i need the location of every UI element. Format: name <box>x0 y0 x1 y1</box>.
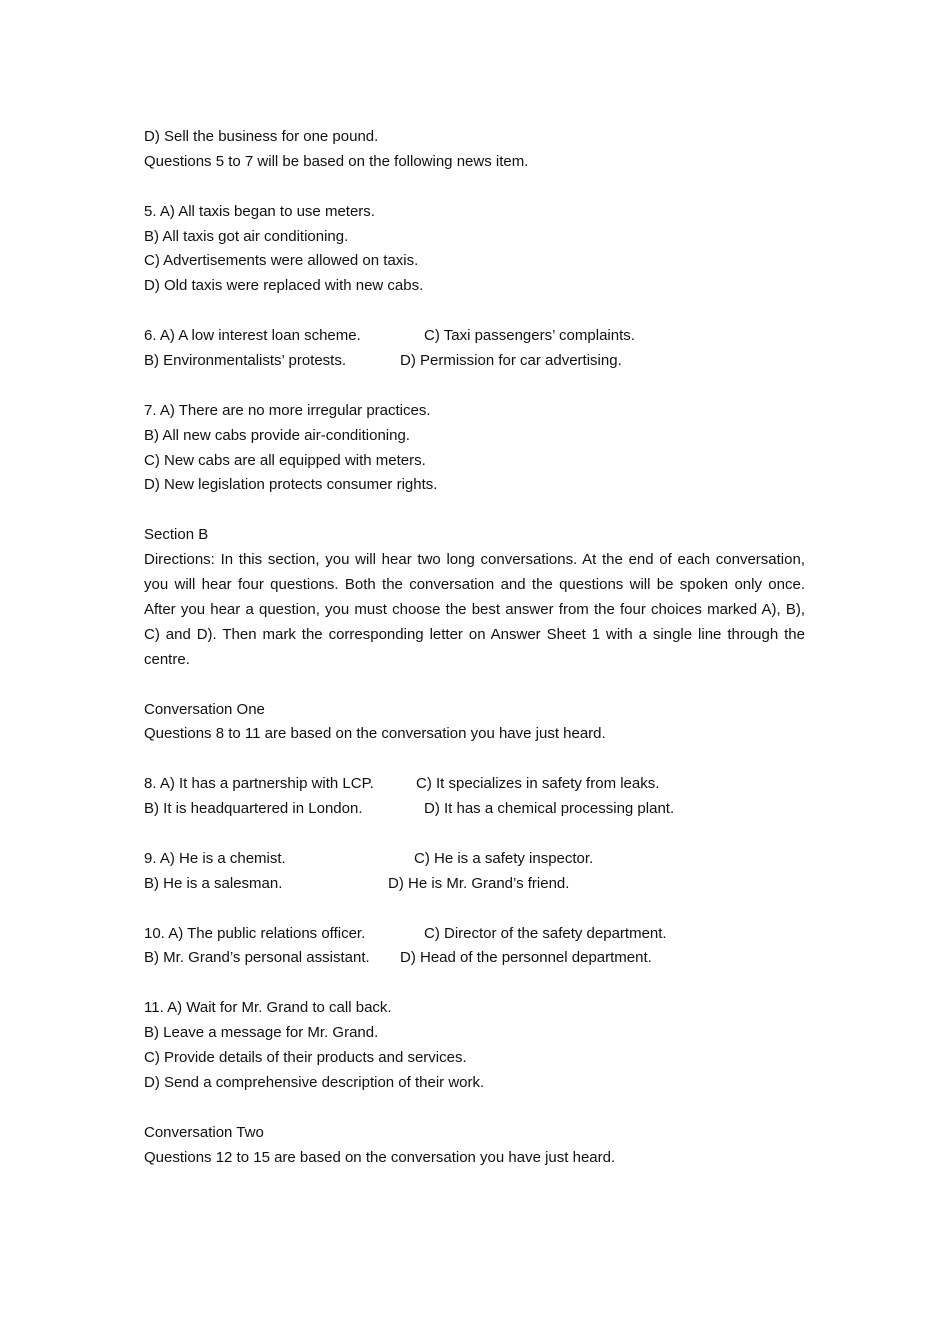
q11-option-c: C) Provide details of their products and services. <box>144 1049 467 1067</box>
q9-row-2 <box>144 872 805 897</box>
spacer <box>144 498 805 523</box>
q6-option-a: 6. A) A low interest loan scheme. <box>144 327 361 345</box>
q6-row-1 <box>144 324 805 349</box>
q6-row-2 <box>144 349 805 374</box>
spacer <box>144 299 805 324</box>
spacer <box>144 971 805 996</box>
q6-option-d: D) Permission for car advertising. <box>400 352 622 370</box>
q7-option-a: 7. A) There are no more irregular practices. <box>144 401 431 419</box>
q9-row-1 <box>144 847 805 872</box>
q5-option-c: C) Advertisements were allowed on taxis. <box>144 252 419 270</box>
spacer <box>144 747 805 772</box>
q6-option-b: B) Environmentalists’ protests. <box>144 352 347 370</box>
conversation-two-intro: Questions 12 to 15 are based on the conversation you have just heard. <box>144 1148 616 1166</box>
q8-option-a: 8. A) It has a partnership with LCP. <box>144 775 374 793</box>
q11-option-b: B) Leave a message for Mr. Grand. <box>144 1024 379 1042</box>
q8-row-2 <box>144 797 805 822</box>
conversation-one-intro: Questions 8 to 11 are based on the conversation you have just heard. <box>144 725 606 743</box>
q7-option-c: C) New cabs are all equipped with meters. <box>144 451 426 469</box>
conversation-one-title: Conversation One <box>144 700 265 718</box>
spacer <box>144 1096 805 1121</box>
spacer <box>144 822 805 847</box>
page-content <box>144 125 805 1170</box>
q5-option-a: 5. A) All taxis began to use meters. <box>144 202 375 220</box>
news-item-intro: Questions 5 to 7 will be based on the following news item. <box>144 152 529 170</box>
q5-option-b: B) All taxis got air conditioning. <box>144 227 349 245</box>
conversation-two-title: Conversation Two <box>144 1123 264 1141</box>
spacer <box>144 374 805 399</box>
q8-option-b: B) It is headquartered in London. <box>144 800 363 818</box>
spacer <box>144 673 805 698</box>
q10-option-c: C) Director of the safety department. <box>424 924 667 942</box>
q5-option-d: D) Old taxis were replaced with new cabs. <box>144 277 424 295</box>
q10-option-b: B) Mr. Grand’s personal assistant. <box>144 949 370 967</box>
q10-row-2 <box>144 946 805 971</box>
q8-option-c: C) It specializes in safety from leaks. <box>416 775 660 793</box>
section-b-directions: Directions: In this section, you will hear two long conversations. At the end of each conversation, you will hear four questions. Both the conversation and the questions will be spoken only once. After you hear a question, you must choose the best answer from the four choices marked A), B), C) and D). Then mark the corresponding letter on Answer Sheet 1 with a single line through the centre. <box>144 551 805 668</box>
q10-option-d: D) Head of the personnel department. <box>400 949 652 967</box>
q10-row-1 <box>144 922 805 947</box>
q9-option-b: B) He is a salesman. <box>144 874 283 892</box>
q7-option-d: D) New legislation protects consumer rights. <box>144 476 438 494</box>
q9-option-c: C) He is a safety inspector. <box>414 849 594 867</box>
q6-option-c: C) Taxi passengers’ complaints. <box>424 327 635 345</box>
spacer <box>144 897 805 922</box>
spacer <box>144 175 805 200</box>
q11-option-d: D) Send a comprehensive description of their work. <box>144 1073 485 1091</box>
q8-row-1 <box>144 772 805 797</box>
q9-option-a: 9. A) He is a chemist. <box>144 849 286 867</box>
q8-option-d: D) It has a chemical processing plant. <box>424 800 675 818</box>
q4-option-d: D) Sell the business for one pound. <box>144 128 379 145</box>
q7-option-b: B) All new cabs provide air-conditioning. <box>144 426 410 444</box>
q11-option-a: 11. A) Wait for Mr. Grand to call back. <box>144 999 392 1017</box>
q10-option-a: 10. A) The public relations officer. <box>144 924 366 942</box>
q9-option-d: D) He is Mr. Grand’s friend. <box>388 874 570 892</box>
section-b-title: Section B <box>144 526 209 544</box>
